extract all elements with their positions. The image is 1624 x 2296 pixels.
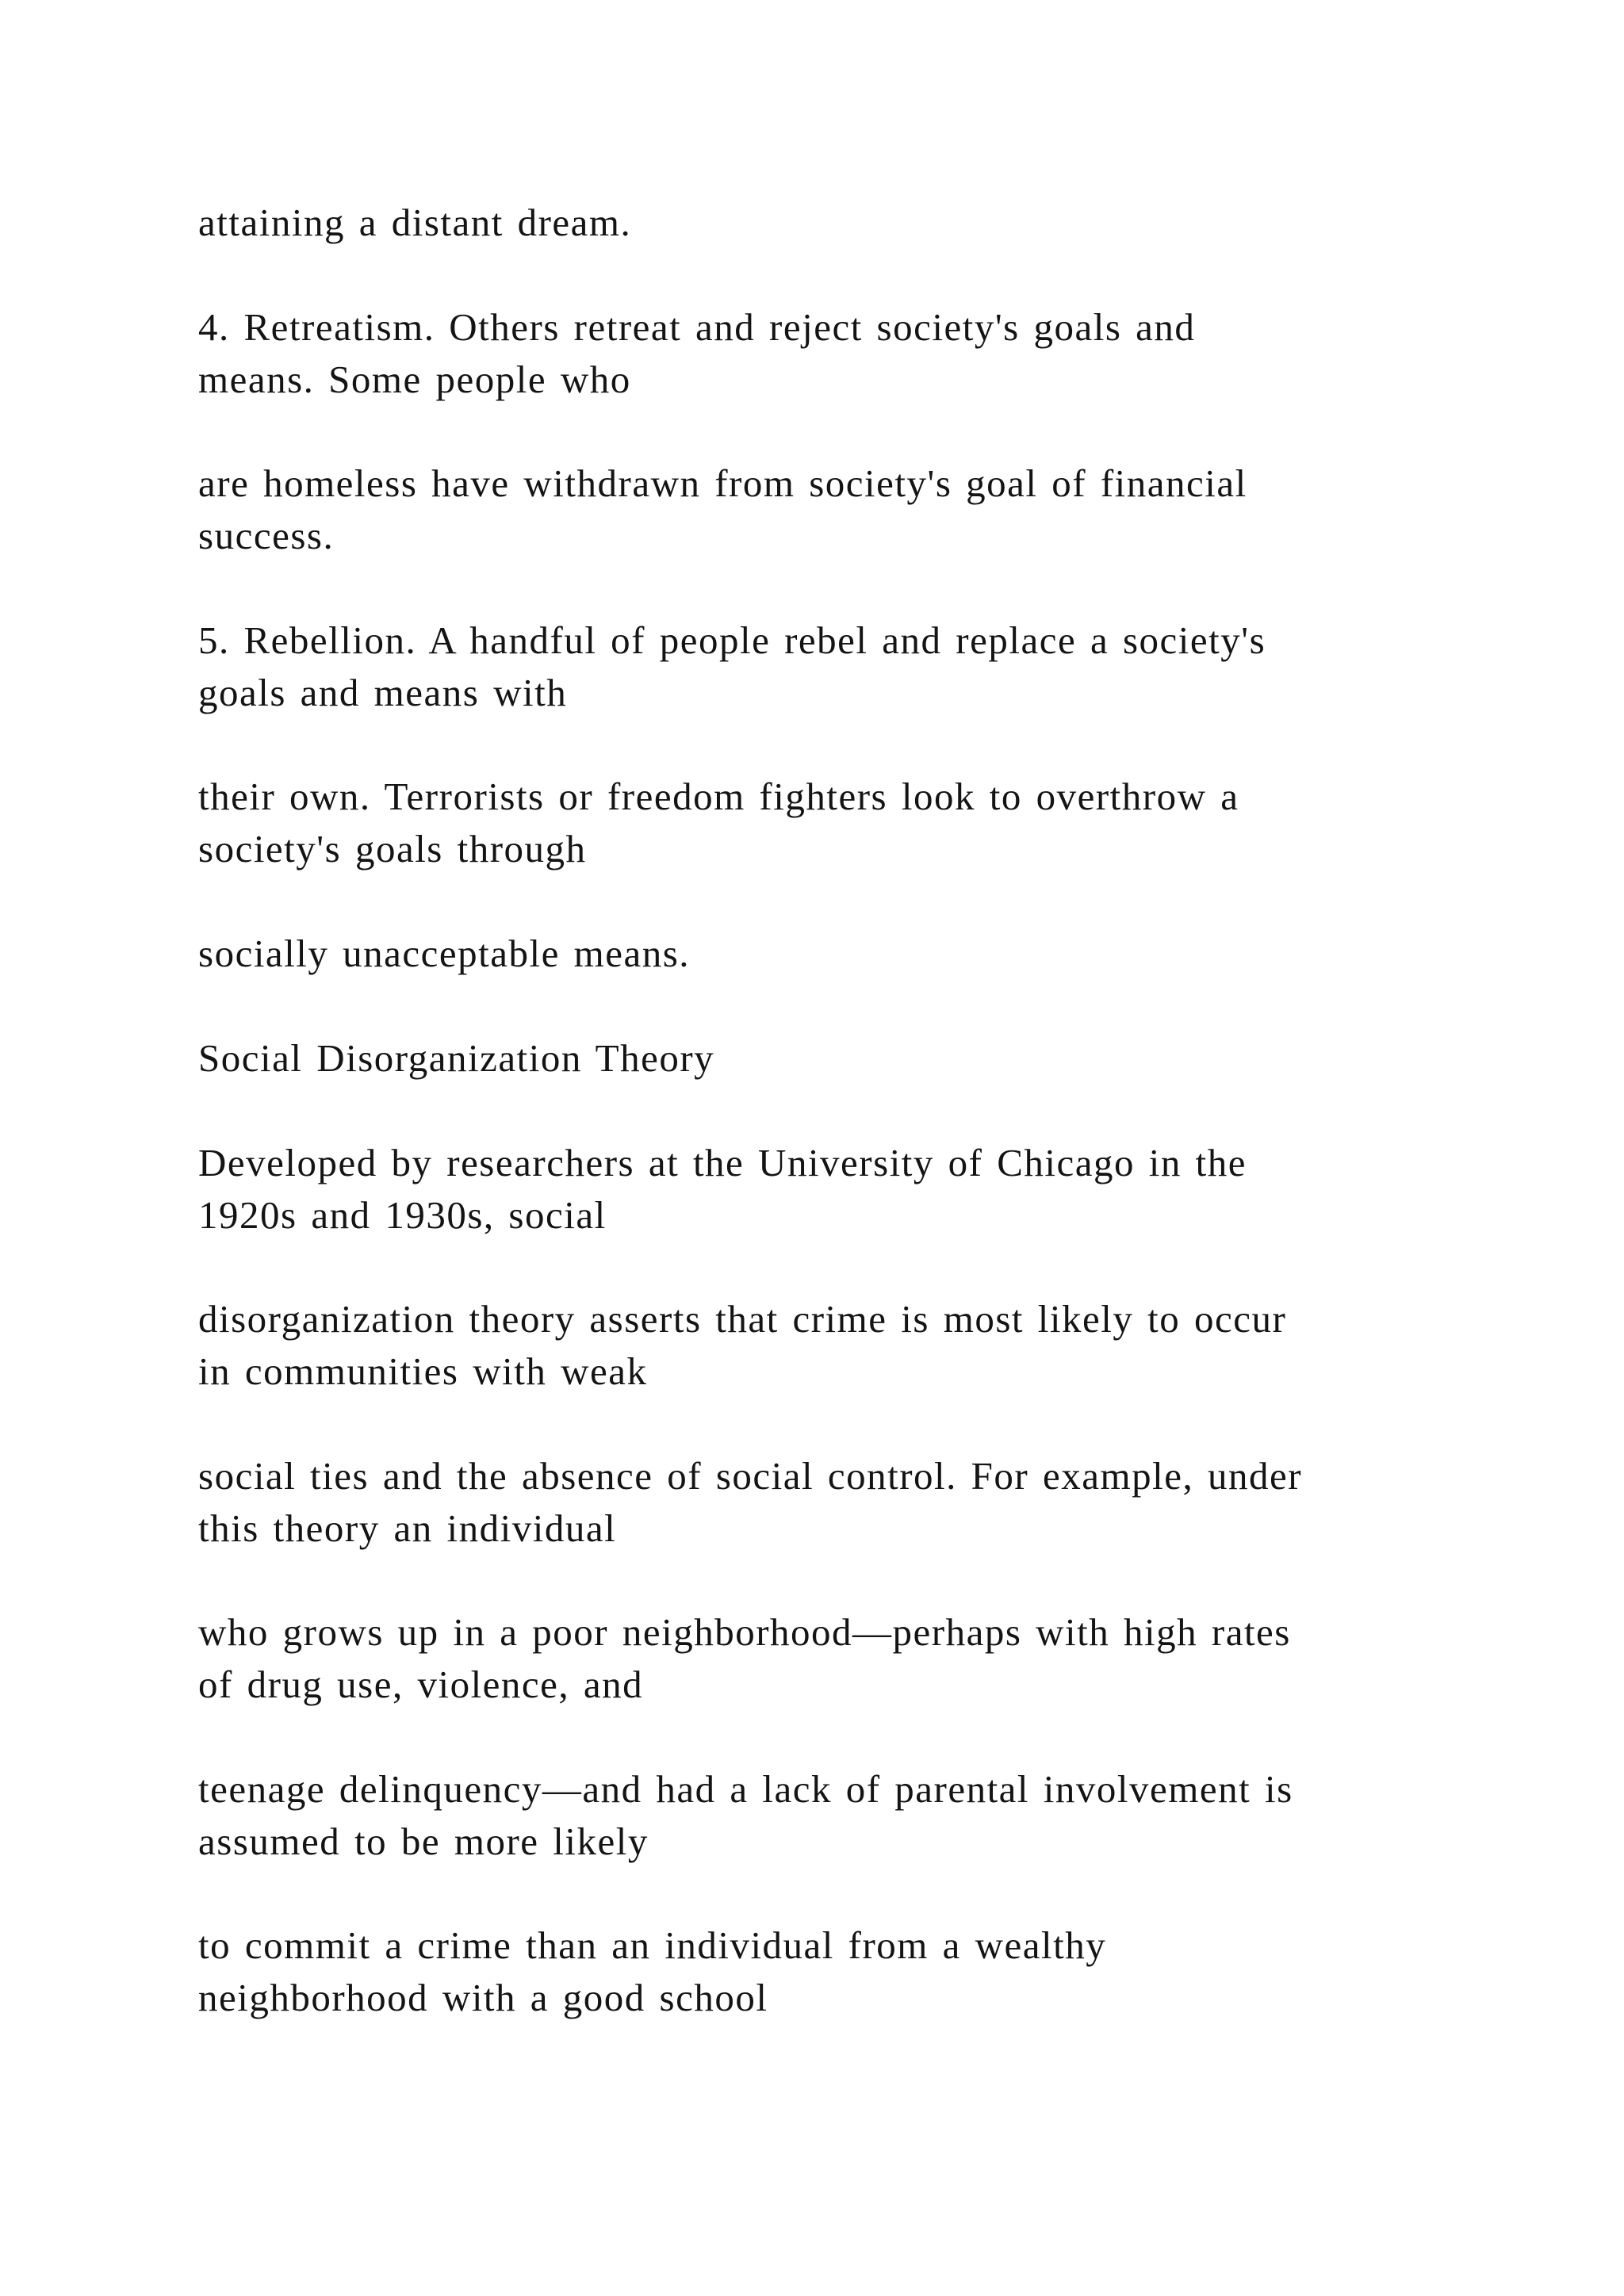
text-line: disorganization theory asserts that crime is most likely to occur <box>198 1297 1287 1341</box>
paragraph-6 <box>198 928 690 980</box>
text-line: Social Disorganization Theory <box>198 1036 715 1080</box>
text-line: this theory an individual <box>198 1506 617 1550</box>
text-line: who grows up in a poor neighborhood—perhaps with high rates <box>198 1610 1291 1654</box>
text-line: 5. Rebellion. A handful of people rebel and replace a society's <box>198 618 1266 662</box>
text-line: goals and means with <box>198 671 568 714</box>
text-line: teenage delinquency—and had a lack of parental involvement is <box>198 1767 1293 1811</box>
text-line: means. Some people who <box>198 358 631 401</box>
paragraph-retreatism <box>198 301 1195 406</box>
paragraph-9 <box>198 1293 1286 1398</box>
text-line: socially unacceptable means. <box>198 932 691 975</box>
text-line: Developed by researchers at the University of Chicago in the <box>198 1141 1247 1184</box>
paragraph-3 <box>198 457 1247 562</box>
text-line: to commit a crime than an individual from a wealthy <box>198 1923 1107 1967</box>
text-line: neighborhood with a good school <box>198 1976 768 2019</box>
text-line: in communities with weak <box>198 1349 648 1393</box>
text-line: are homeless have withdrawn from society's goal of financial <box>198 461 1247 505</box>
text-line: of drug use, violence, and <box>198 1663 644 1706</box>
paragraph-12 <box>198 1763 1293 1868</box>
section-heading <box>198 1032 714 1085</box>
text-line: 1920s and 1930s, social <box>198 1193 607 1237</box>
text-line: success. <box>198 514 335 557</box>
paragraph-rebellion <box>198 614 1266 719</box>
paragraph-13 <box>198 1919 1106 2024</box>
paragraph-5 <box>198 771 1239 875</box>
text-line: social ties and the absence of social control. For example, under <box>198 1454 1303 1498</box>
paragraph-11 <box>198 1606 1291 1711</box>
paragraph-8 <box>198 1137 1247 1242</box>
text-line: assumed to be more likely <box>198 1820 649 1863</box>
text-line: society's goals through <box>198 827 587 871</box>
paragraph-1 <box>198 197 631 249</box>
text-line: their own. Terrorists or freedom fighters look to overthrow a <box>198 775 1239 818</box>
paragraph-10 <box>198 1450 1302 1555</box>
text-line: attaining a distant dream. <box>198 201 632 244</box>
text-line: 4. Retreatism. Others retreat and reject society's goals and <box>198 305 1196 349</box>
